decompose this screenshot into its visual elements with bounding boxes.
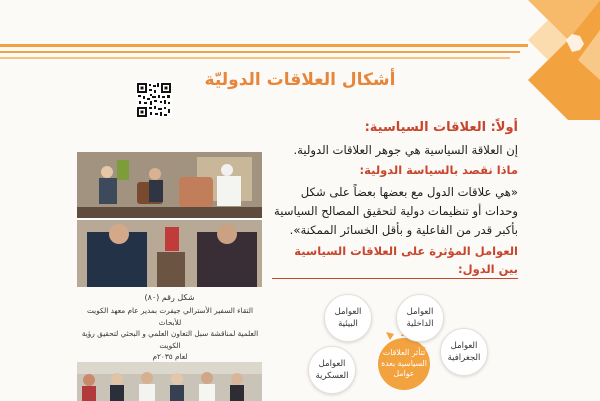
group-photo (77, 362, 262, 401)
kuwait-map-corner-graphic (508, 0, 600, 120)
figure-caption (78, 305, 262, 363)
caption-line: لعام ٢٠٣٥م (152, 352, 188, 361)
qr-code-icon[interactable] (136, 82, 172, 118)
header-stripe (0, 51, 520, 53)
factors-heading: العوامل المؤثرة على العلاقات السياسية بين الدول: (272, 242, 518, 279)
main-text-column (272, 118, 518, 279)
meeting-photo (77, 152, 262, 287)
caption-line: التقاء السفير الأسترالي جيفرت بمدير عام معهد الكويت للأبحاث (87, 306, 253, 327)
arrow (386, 332, 394, 340)
definition-line: «هي علاقات الدول مع بعضها بعضاً على شكل (300, 185, 518, 199)
question-heading: ماذا نقصد بالسياسة الدولية: (359, 163, 518, 177)
page-title: أشكال العلاقات الدوليّة (204, 70, 396, 90)
factor-military: العوامل العسكرية (308, 346, 356, 394)
definition-line: وحدات أو تنظيمات دولية لتحقيق المصالح السياسية (274, 204, 518, 218)
center-line: عوامل (393, 369, 415, 379)
header-stripe (0, 44, 528, 47)
factor-geographic: العوامل الجغرافية (440, 328, 488, 376)
factors-diagram (300, 288, 496, 401)
section-heading: أولاً: العلاقات السياسية: (364, 120, 518, 135)
factor-environmental: العوامل البيئية (324, 294, 372, 342)
center-line: تتأثر العلاقات (382, 348, 426, 358)
diagram-center-node (378, 338, 430, 390)
figure-label: شكل رقم (٨٠) (144, 293, 195, 302)
center-line: السياسية بعدة (381, 358, 427, 368)
definition-line: بأكبر قدر من الفاعلية و بأقل الخسائر الممكنة». (289, 223, 518, 237)
caption-line: العلمية لمناقشة سبل التعاون العلمي و البحثي لتحقيق رؤية الكويت (81, 329, 259, 350)
factor-internal: العوامل الداخلية (396, 294, 444, 342)
header-stripe (0, 57, 510, 59)
intro-paragraph: إن العلاقة السياسية هي جوهر العلاقات الدولية. (293, 143, 518, 157)
